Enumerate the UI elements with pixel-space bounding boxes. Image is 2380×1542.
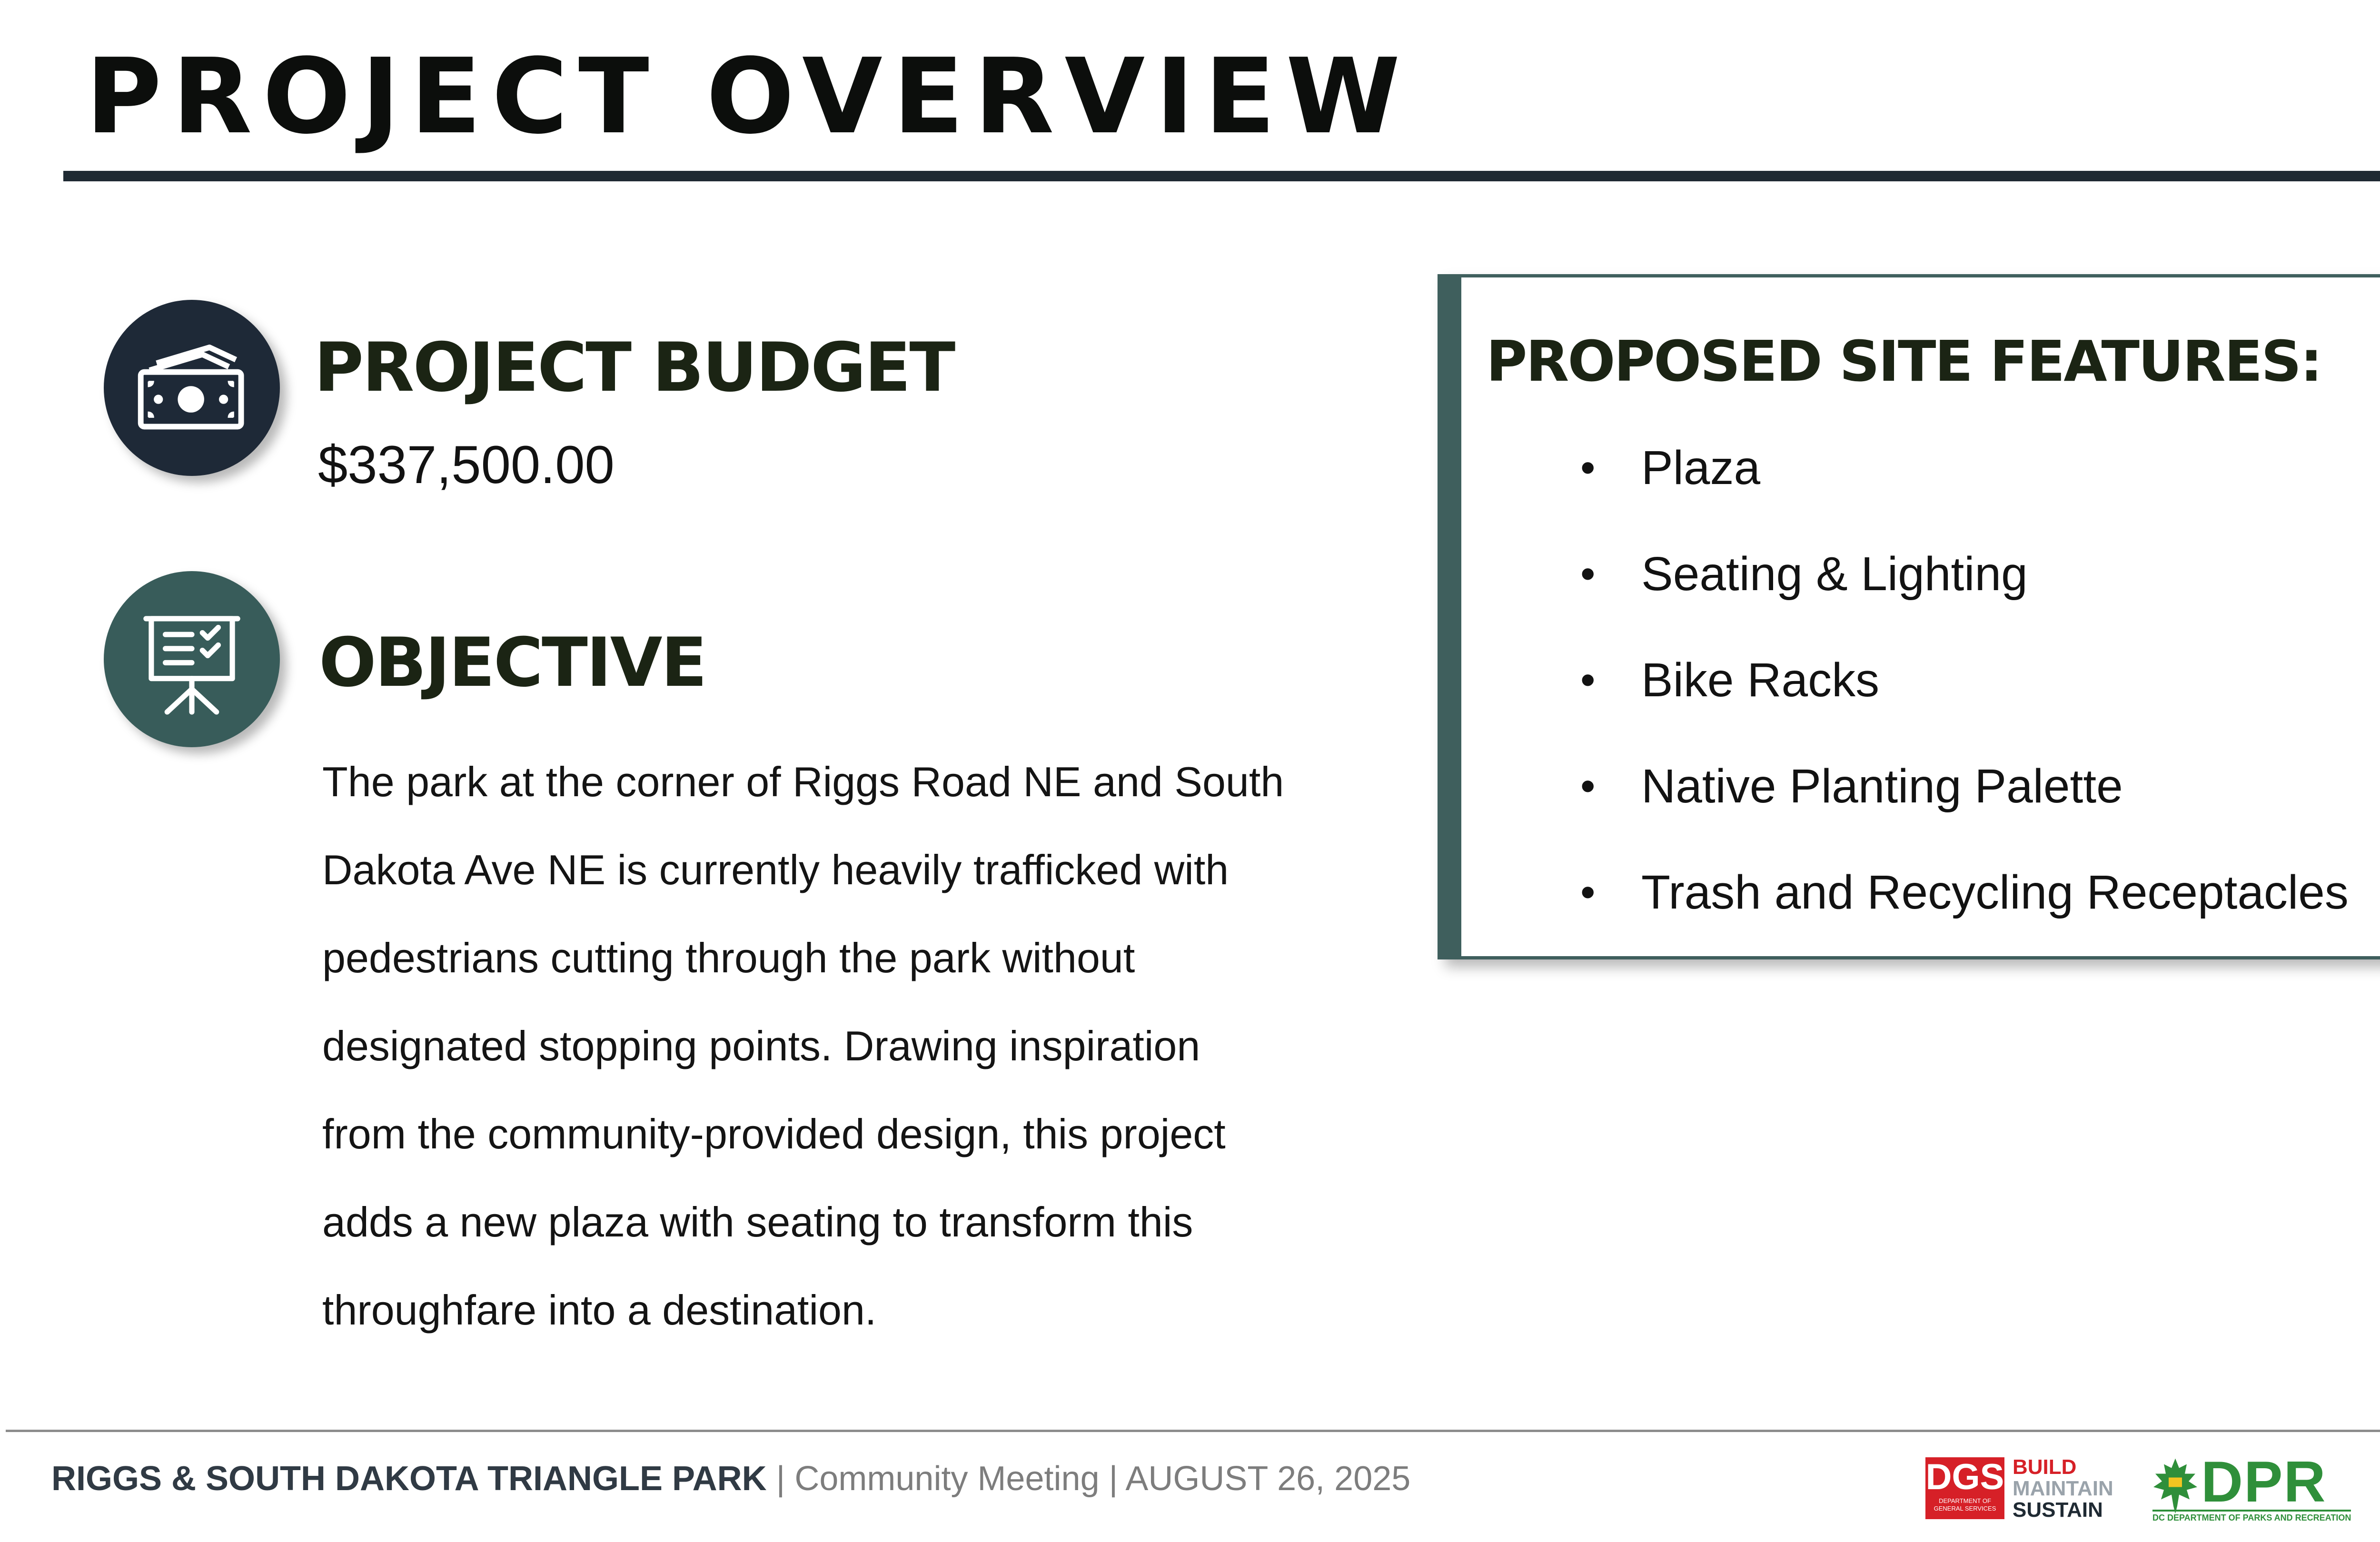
footer-divider [6,1430,2380,1432]
objective-heading: OBJECTIVE [319,623,706,702]
footer-separator: | [766,1460,795,1498]
objective-line: The park at the corner of Riggs Road NE and South [322,758,1284,805]
footer-date: AUGUST 26, 2025 [1125,1460,1411,1498]
objective-line: pedestrians cutting through the park without [322,934,1135,981]
objective-line: throughfare into a destination. [322,1286,877,1334]
dgs-word-maintain: MAINTAIN [2013,1477,2113,1500]
dgs-subtitle: GENERAL SERVICES [1934,1505,1996,1512]
list-item: • Plaza [1580,437,2349,543]
dgs-logo [1925,1457,2004,1519]
dpr-logo-text: DPR [2201,1449,2327,1514]
objective-line: Dakota Ave NE is currently heavily trafficked with [322,846,1229,893]
dpr-leaf-icon [2152,1456,2199,1516]
page-title: PROJECT OVERVIEW [86,37,1411,157]
site-features-heading: PROPOSED SITE FEATURES: [1486,328,2321,394]
footer-separator: | [1099,1460,1126,1498]
dgs-word-build: BUILD [2013,1455,2077,1479]
dgs-word-sustain: SUSTAIN [2013,1498,2103,1522]
objective-line: designated stopping points. Drawing inspiration [322,1022,1200,1069]
presentation-board-icon [104,571,280,747]
dgs-tagline [2013,1456,2113,1521]
dpr-subtitle: DC DEPARTMENT OF PARKS AND RECREATION [2152,1510,2351,1523]
objective-line: adds a new plaza with seating to transform this [322,1198,1193,1245]
list-item: • Seating & Lighting [1580,543,2349,649]
budget-heading: PROJECT BUDGET [314,328,954,407]
dgs-subtitle: DEPARTMENT OF [1939,1497,1991,1504]
title-divider [63,171,2380,181]
footer-meeting: Community Meeting [794,1460,1100,1498]
list-item: • Trash and Recycling Receptacles [1580,861,2349,968]
objective-paragraph [322,738,1360,1354]
dgs-letters: DGS [1925,1457,2004,1497]
footer-caption [51,1459,1410,1498]
objective-line: from the community-provided design, this project [322,1110,1226,1157]
list-item: • Native Planting Palette [1580,755,2349,861]
budget-value: $337,500.00 [318,435,615,494]
list-item: • Bike Racks [1580,649,2349,755]
footer-project-name: RIGGS & SOUTH DAKOTA TRIANGLE PARK [51,1460,767,1498]
site-features-list [1580,437,2349,968]
money-icon [104,300,280,476]
